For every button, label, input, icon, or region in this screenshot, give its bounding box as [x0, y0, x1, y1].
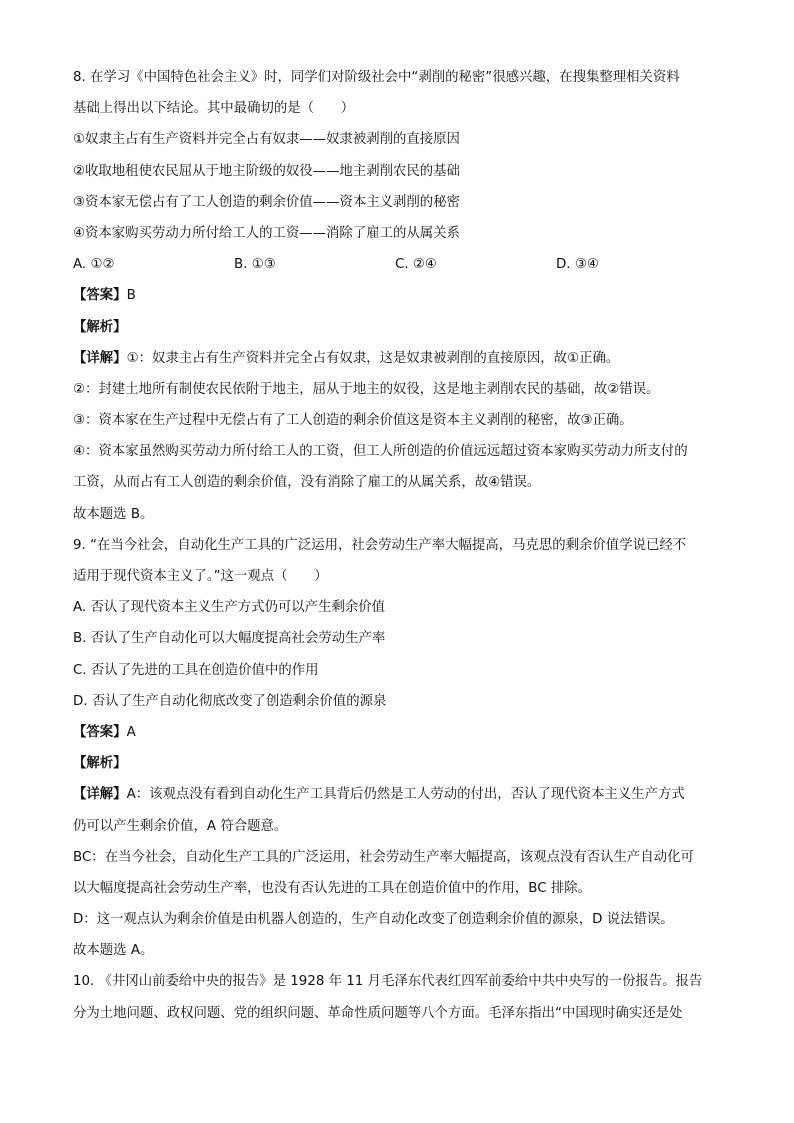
q9-option-d: D. 否认了生产自动化彻底改变了创造剩余价值的源泉	[73, 693, 387, 709]
q9-answer-tag: 【答案】	[73, 724, 127, 740]
q8-detail-4: ④：资本家虽然购买劳动力所付给工人的工资，但工人所创造的价值远远超过资本家购买劳动力所支付的	[73, 444, 688, 460]
q8-option-d: D. ③④	[556, 257, 599, 273]
q8-conclusion: 故本题选 B。	[73, 506, 154, 522]
q8-option-b: B. ①③	[234, 257, 276, 273]
q8-detail-5: 工资，从而占有工人创造的剩余价值，没有消除了雇工的从属关系，故④错误。	[73, 475, 541, 491]
q8-detail-text-1: ①：奴隶主占有生产资料并完全占有奴隶，这是奴隶被剥削的直接原因，故①正确。	[126, 350, 620, 366]
q8-stem-line-1: 8. 在学习《中国特色社会主义》时，同学们对阶级社会中“剥削的秘密”很感兴趣，在搜集整理相关资料	[73, 70, 680, 85]
q9-detail-1	[73, 779, 721, 810]
q8-statement-2: ②收取地租使农民屈从于地主阶级的奴役——地主剥削农民的基础	[73, 163, 460, 179]
q9-detail-4: 以大幅度提高社会劳动生产率，也没有否认先进的工具在创造价值中的作用，BC 排除。	[73, 880, 592, 896]
q9-option-b: B. 否认了生产自动化可以大幅度提高社会劳动生产率	[73, 631, 386, 647]
q10-stem-line-2: 分为土地问题、政权问题、党的组织问题、革命性质问题等八个方面。毛泽东指出“中国现时确实还是处	[73, 1005, 683, 1021]
q8-stem-line-2: 基础上得出以下结论。其中最确切的是（ ）	[73, 101, 355, 117]
q8-answer	[73, 280, 721, 311]
q9-stem-line-1: 9. “在当今社会，自动化生产工具的广泛运用，社会劳动生产率大幅提高，马克思的剩余价值学说已经不	[73, 537, 687, 553]
q9-detail-2: 仍可以产生剩余价值，A 符合题意。	[73, 818, 288, 834]
q8-detail-1	[73, 343, 721, 374]
q9-detail-3: BC：在当今社会，自动化生产工具的广泛运用，社会劳动生产率大幅提高，该观点没有否认生产自动化可	[73, 849, 694, 865]
q8-options	[73, 249, 721, 280]
q8-statement-3: ③资本家无偿占有了工人创造的剩余价值——资本主义剥削的秘密	[73, 194, 460, 210]
q8-statement-4: ④资本家购买劳动力所付给工人的工资——消除了雇工的从属关系	[73, 225, 460, 241]
q9-answer-value: A	[126, 724, 136, 740]
q9-answer	[73, 717, 721, 748]
q8-detail-3: ③：资本家在生产过程中无偿占有了工人创造的剩余价值这是资本主义剥削的秘密，故③正确。	[73, 413, 633, 429]
q9-detail-text-1: A：该观点没有看到自动化生产工具背后仍然是工人劳动的付出，否认了现代资本主义生产方式	[126, 787, 685, 803]
document-page	[73, 62, 721, 1029]
q8-statement-1: ①奴隶主占有生产资料并完全占有奴隶——奴隶被剥削的直接原因	[73, 132, 460, 148]
q9-conclusion: 故本题选 A。	[73, 943, 154, 959]
q9-analysis-tag: 【解析】	[73, 756, 127, 772]
q8-detail-2: ②：封建土地所有制使农民依附于地主，屈从于地主的奴役，这是地主剥削农民的基础，故②错误。	[73, 381, 660, 397]
q8-option-a: A. ①②	[73, 257, 115, 273]
q8-option-c: C. ②④	[395, 257, 437, 273]
q9-option-c: C. 否认了先进的工具在创造价值中的作用	[73, 662, 319, 678]
q9-detail-5: D：这一观点认为剩余价值是由机器人创造的，生产自动化改变了创造剩余价值的源泉，D 说法错误。	[73, 912, 674, 928]
q9-stem-line-2: 适用于现代资本主义了。”这一观点（ ）	[73, 569, 328, 584]
q8-answer-value: B	[126, 288, 136, 304]
q8-answer-tag: 【答案】	[73, 288, 127, 304]
q8-detail-tag: 【详解】	[73, 350, 127, 366]
q9-option-a: A. 否认了现代资本主义生产方式仍可以产生剩余价值	[73, 600, 386, 616]
q10-stem-line-1: 10. 《井冈山前委给中央的报告》是 1928 年 11 月毛泽东代表红四军前委给中共中央写的一份报告。报告	[73, 974, 703, 990]
q9-detail-tag: 【详解】	[73, 787, 127, 803]
q8-analysis-tag: 【解析】	[73, 319, 127, 335]
